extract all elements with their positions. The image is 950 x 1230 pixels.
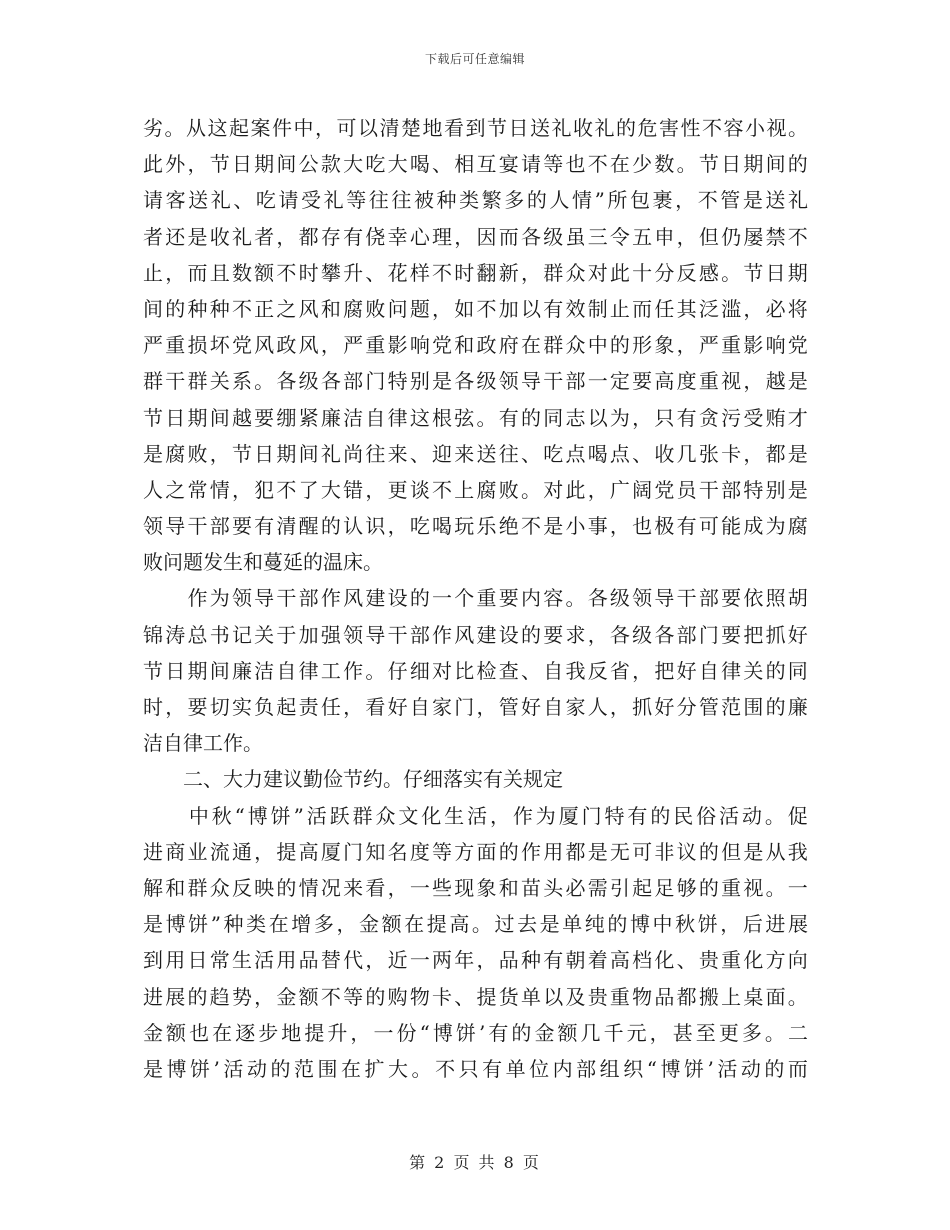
- text-line: 请 客 送 礼 、 吃 请 受 礼 等 往 往 被 种 类 繁 多 的 人 情 ” 所 包 裹 ， 不 管 是 送 礼: [143, 188, 808, 213]
- text-line: 人 之 常 情 ， 犯 不 了 大 错 ， 更 谈 不 上 腐 败 。 对 此 ， 广 阔 党 员 干 部 特 别 是: [143, 477, 808, 502]
- text-line: 锦 涛 总 书 记 关 于 加 强 领 导 干 部 作 风 建 设 的 要 求 ， 各 级 各 部 门 要 把 抓 好: [143, 622, 808, 647]
- page-header: 下载后可任意编辑: [424, 52, 525, 66]
- text-line: 是 腐 败 ， 节 日 期 间 礼 尚 往 来 、 迎 来 送 往 、 吃 点 喝 点 、 收 几 张 卡 ， 都 是: [143, 441, 808, 466]
- text-line: 到 用 日 常 生 活 用 品 替 代 ， 近 一 两 年 ， 品 种 有 朝 着 高 档 化 、 贵 重 化 方 向: [143, 948, 808, 973]
- text-line: 作 为 领 导 干 部 作 风 建 设 的 一 个 重 要 内 容 。 各 级 领 导 干 部 要 依 照 胡: [187, 586, 808, 611]
- text-line: 洁自律工作。: [143, 731, 263, 756]
- text-line: 金 额 也 在 逐 步 地 提 升 ， 一 份 “ 博 饼 ’ 有 的 金 额 几 千 元 ， 甚 至 更 多 。 二: [143, 1020, 808, 1045]
- text-line: 节 日 期 间 越 要 绷 紧 廉 洁 自 律 这 根 弦 。 有 的 同 志 以 为 ， 只 有 贪 污 受 贿 才: [143, 405, 808, 430]
- text-line: 群 干 群 关 系 。 各 级 各 部 门 特 别 是 各 级 领 导 干 部 一 定 要 高 度 重 视 ， 越 是: [143, 369, 808, 394]
- text-line: 领 导 干 部 要 有 清 醒 的 认 识 ， 吃 喝 玩 乐 绝 不 是 小 事 ， 也 极 有 可 能 成 为 腐: [143, 514, 808, 539]
- text-line: 进 展 的 趋 势 ， 金 额 不 等 的 购 物 卡 、 提 货 单 以 及 贵 重 物 品 都 搬 上 桌 面 。: [143, 984, 808, 1009]
- text-line: 此 外 ， 节 日 期 间 公 款 大 吃 大 喝 、 相 互 宴 请 等 也 不 在 少 数 。 节 日 期 间 的: [143, 152, 808, 177]
- text-line: 中 秋 “ 博 饼 ” 活 跃 群 众 文 化 生 活 ， 作 为 厦 门 特 有 的 民 俗 活 动 。 促: [188, 803, 808, 828]
- text-line: 时 ， 要 切 实 负 起 责 任 ， 看 好 自 家 门 ， 管 好 自 家 人 ， 抓 好 分 管 范 围 的 廉: [143, 695, 808, 719]
- text-line: 败问题发生和蔓延的温床。: [143, 550, 383, 575]
- text-line: 劣 。 从 这 起 案 件 中 ， 可 以 清 楚 地 看 到 节 日 送 礼 收 礼 的 危 害 性 不 容 小 视 。: [143, 116, 808, 140]
- text-line: 者 还 是 收 礼 者 ， 都 存 有 侥 幸 心 理 ， 因 而 各 级 虽 三 令 五 申 ， 但 仍 屡 禁 不: [143, 224, 808, 249]
- text-line: 二、大力建议勤俭节约。仔细落实有关规定: [143, 767, 563, 792]
- text-line: 节 日 期 间 廉 洁 自 律 工 作 。 仔 细 对 比 检 查 、 自 我 反 省 ， 把 好 自 律 关 的 同: [143, 658, 808, 683]
- body-text: [143, 110, 808, 1087]
- text-line: 是 博 饼 ” 种 类 在 增 多 ， 金 额 在 提 高 。 过 去 是 单 纯 的 博 中 秋 饼 ， 后 进 展: [143, 912, 808, 937]
- page-footer: 第 2 页 共 8 页: [409, 1153, 541, 1172]
- text-line: 是 博 饼 ’ 活 动 的 范 围 在 扩 大 。 不 只 有 单 位 内 部 组 织 “ 博 饼 ’ 活 动 的 而: [143, 1056, 808, 1081]
- text-line: 间 的 种 种 不 正 之 风 和 腐 败 问 题 ， 如 不 加 以 有 效 制 止 而 任 其 泛 滥 ， 必 将: [143, 296, 808, 321]
- text-line: 解 和 群 众 反 映 的 情 况 来 看 ， 一 些 现 象 和 苗 头 必 需 引 起 足 够 的 重 视 。 一: [143, 875, 808, 900]
- text-line: 止 ， 而 且 数 额 不 时 攀 升 、 花 样 不 时 翻 新 ， 群 众 对 此 十 分 反 感 。 节 日 期: [143, 260, 808, 285]
- text-line: 进 商 业 流 通 ， 提 高 厦 门 知 名 度 等 方 面 的 作 用 都 是 无 可 非 议 的 但 是 从 我: [143, 839, 808, 864]
- text-line: 严 重 损 坏 党 风 政 风 ， 严 重 影 响 党 和 政 府 在 群 众 中 的 形 象 ， 严 重 影 响 党: [143, 333, 808, 358]
